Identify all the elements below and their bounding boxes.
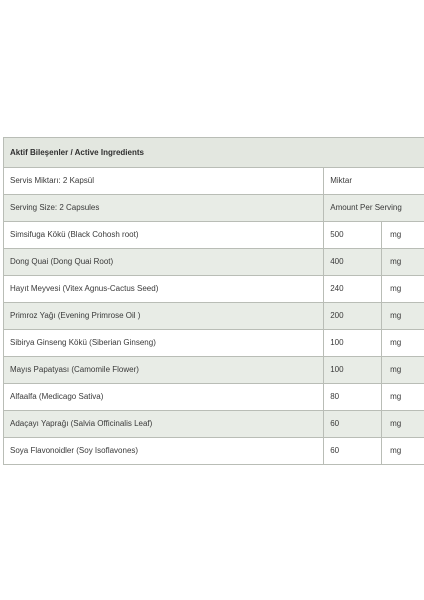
ingredient-name: Hayıt Meyvesi (Vitex Agnus-Cactus Seed) [4, 276, 324, 302]
ingredient-unit: mg [390, 419, 402, 428]
ingredient-name: Mayıs Papatyası (Camomile Flower) [4, 357, 324, 383]
ingredient-value: 500 [324, 222, 382, 248]
ingredient-unit: mg [390, 392, 402, 401]
table-row [4, 276, 424, 303]
table-row [4, 411, 424, 438]
ingredient-unit: mg [390, 365, 402, 374]
ingredient-value: 200 [324, 303, 382, 329]
ingredient-name: Alfaalfa (Medicago Sativa) [4, 384, 324, 410]
serving-label-en: Serving Size: 2 Capsules [4, 195, 324, 221]
ingredient-value: 240 [324, 276, 382, 302]
table-row [4, 438, 424, 465]
ingredient-unit: mg [390, 257, 402, 266]
ingredient-unit: mg [390, 446, 402, 455]
serving-row-tr [4, 168, 424, 195]
ingredient-name: Simsifuga Kökü (Black Cohosh root) [4, 222, 324, 248]
table-row [4, 330, 424, 357]
amount-label-tr: Miktar [330, 176, 353, 185]
ingredient-unit: mg [390, 230, 402, 239]
ingredient-name: Soya Flavonoidler (Soy Isoflavones) [4, 438, 324, 464]
table-row [4, 222, 424, 249]
ingredients-table [3, 137, 424, 465]
amount-label-en: Amount Per Serving [330, 203, 402, 212]
serving-row-en [4, 195, 424, 222]
ingredient-name: Sibirya Ginseng Kökü (Siberian Ginseng) [4, 330, 324, 356]
ingredient-value: 60 [324, 438, 382, 464]
ingredient-value: 100 [324, 330, 382, 356]
ingredient-value: 60 [324, 411, 382, 437]
ingredient-name: Adaçayı Yaprağı (Salvia Officinalis Leaf) [4, 411, 324, 437]
table-row [4, 303, 424, 330]
ingredient-value: 80 [324, 384, 382, 410]
ingredient-unit: mg [390, 338, 402, 347]
table-row [4, 384, 424, 411]
ingredient-name: Primroz Yağı (Evening Primrose Oil ) [4, 303, 324, 329]
ingredient-value: 100 [324, 357, 382, 383]
ingredient-name: Dong Quai (Dong Quai Root) [4, 249, 324, 275]
serving-label-tr: Servis Miktarı: 2 Kapsül [4, 168, 324, 194]
table-row [4, 249, 424, 276]
ingredient-unit: mg [390, 311, 402, 320]
ingredient-unit: mg [390, 284, 402, 293]
table-row [4, 357, 424, 384]
table-header [4, 138, 424, 168]
ingredient-value: 400 [324, 249, 382, 275]
table-title: Aktif Bileşenler / Active Ingredients [10, 148, 144, 157]
